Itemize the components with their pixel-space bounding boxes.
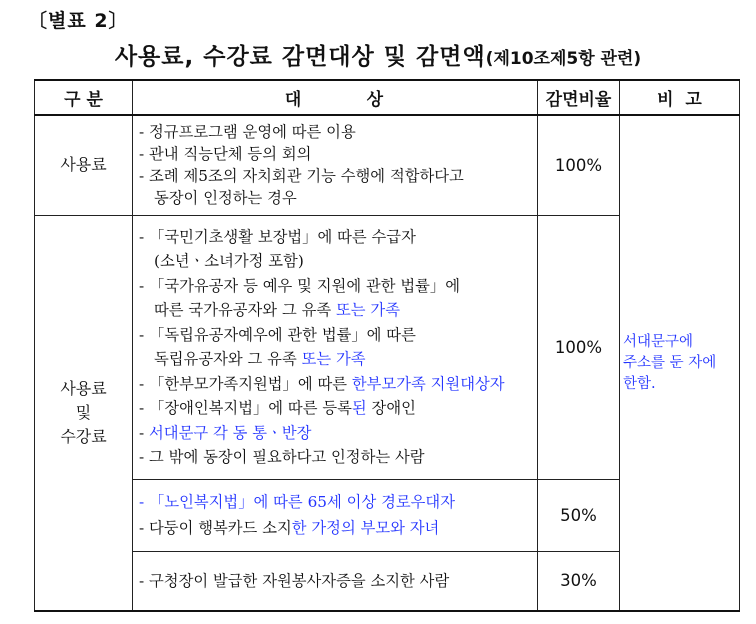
note-line: 주소를 둔 자에 bbox=[623, 354, 717, 371]
items-usage bbox=[133, 115, 538, 215]
header-target: 대 상 bbox=[133, 80, 538, 115]
list-item: 동장이 인정하는 경우 bbox=[154, 189, 297, 208]
text-part: 독립유공자와 그 유족 bbox=[154, 350, 302, 368]
note-line: 한함. bbox=[623, 375, 656, 392]
text-part: - 다둥이 행복카드 소지 bbox=[139, 519, 292, 537]
list-item bbox=[139, 396, 537, 421]
highlight-text: 한 가정의 부모와 자녀 bbox=[291, 519, 440, 537]
list-item: - 조례 제5조의 자치회관 기능 수행에 적합하다고 bbox=[139, 167, 464, 186]
table-row-usage bbox=[35, 115, 740, 215]
category-line: 및 bbox=[75, 402, 92, 422]
text-part: 따른 국가유공자와 그 유족 bbox=[154, 301, 336, 319]
annex-tag: 〔별표 2〕 bbox=[28, 10, 129, 32]
list-item bbox=[139, 515, 537, 541]
list-item bbox=[139, 298, 537, 323]
rate-usage: 100% bbox=[538, 115, 620, 215]
text-part: 장애인 bbox=[366, 399, 416, 417]
category-line: 수강료 bbox=[60, 426, 107, 446]
list-item: (소년ㆍ소녀가정 포함) bbox=[154, 252, 304, 270]
list-item: - 구청장이 발급한 자원봉사자증을 소지한 사람 bbox=[139, 571, 450, 590]
note-line: 서대문구에 bbox=[623, 333, 694, 350]
highlight-text: 된 bbox=[351, 399, 367, 417]
text-part: - 「한부모가족지원법」에 따른 bbox=[139, 374, 352, 393]
list-item: - 「국민기초생활 보장법」에 따른 수급자 bbox=[139, 227, 416, 246]
table-header-row bbox=[35, 80, 740, 115]
title-subtitle: (제10조제5항 관련) bbox=[485, 49, 642, 69]
document-title bbox=[0, 38, 756, 71]
list-item bbox=[139, 421, 537, 446]
header-rate: 감면비율 bbox=[538, 80, 620, 115]
list-item: - 정규프로그램 운영에 따른 이용 bbox=[139, 123, 356, 142]
items-100 bbox=[133, 215, 538, 479]
list-item bbox=[139, 489, 537, 515]
header-note: 비 고 bbox=[620, 80, 740, 115]
category-line: 사용료 bbox=[60, 378, 107, 398]
rate-100: 100% bbox=[538, 215, 620, 479]
highlight-text: 또는 가족 bbox=[301, 350, 366, 368]
list-item: - 그 밖에 동장이 필요하다고 인정하는 사람 bbox=[139, 448, 425, 466]
rate-50: 50% bbox=[538, 479, 620, 551]
list-item bbox=[139, 372, 537, 397]
reduction-table bbox=[34, 79, 740, 612]
highlight-text: 한부모가족 지원대상자 bbox=[351, 374, 505, 393]
note-cell bbox=[620, 115, 740, 611]
text-part: - bbox=[139, 493, 150, 511]
category-usage: 사용료 bbox=[35, 115, 133, 215]
text-part: - 「장애인복지법」에 따른 등록 bbox=[139, 399, 352, 417]
highlight-text: 「노인복지법」에 따른 65세 이상 경로우대자 bbox=[149, 493, 455, 511]
highlight-text: 서대문구 각 동 통ㆍ반장 bbox=[149, 423, 312, 442]
list-item: - 「독립유공자예우에 관한 법률」에 따른 bbox=[139, 325, 416, 344]
list-item: - 관내 직능단체 등의 회의 bbox=[139, 145, 312, 164]
items-30 bbox=[133, 551, 538, 611]
items-50 bbox=[133, 479, 538, 551]
list-item bbox=[139, 347, 537, 372]
list-item: - 「국가유공자 등 예우 및 지원에 관한 법률」에 bbox=[139, 276, 461, 295]
text-part: - bbox=[139, 423, 150, 442]
header-category: 구 분 bbox=[35, 80, 133, 115]
category-usage-and-tuition bbox=[35, 215, 133, 611]
highlight-text: 또는 가족 bbox=[336, 301, 400, 319]
rate-30: 30% bbox=[538, 551, 620, 611]
title-main: 사용료, 수강료 감면대상 및 감면액 bbox=[114, 44, 486, 70]
